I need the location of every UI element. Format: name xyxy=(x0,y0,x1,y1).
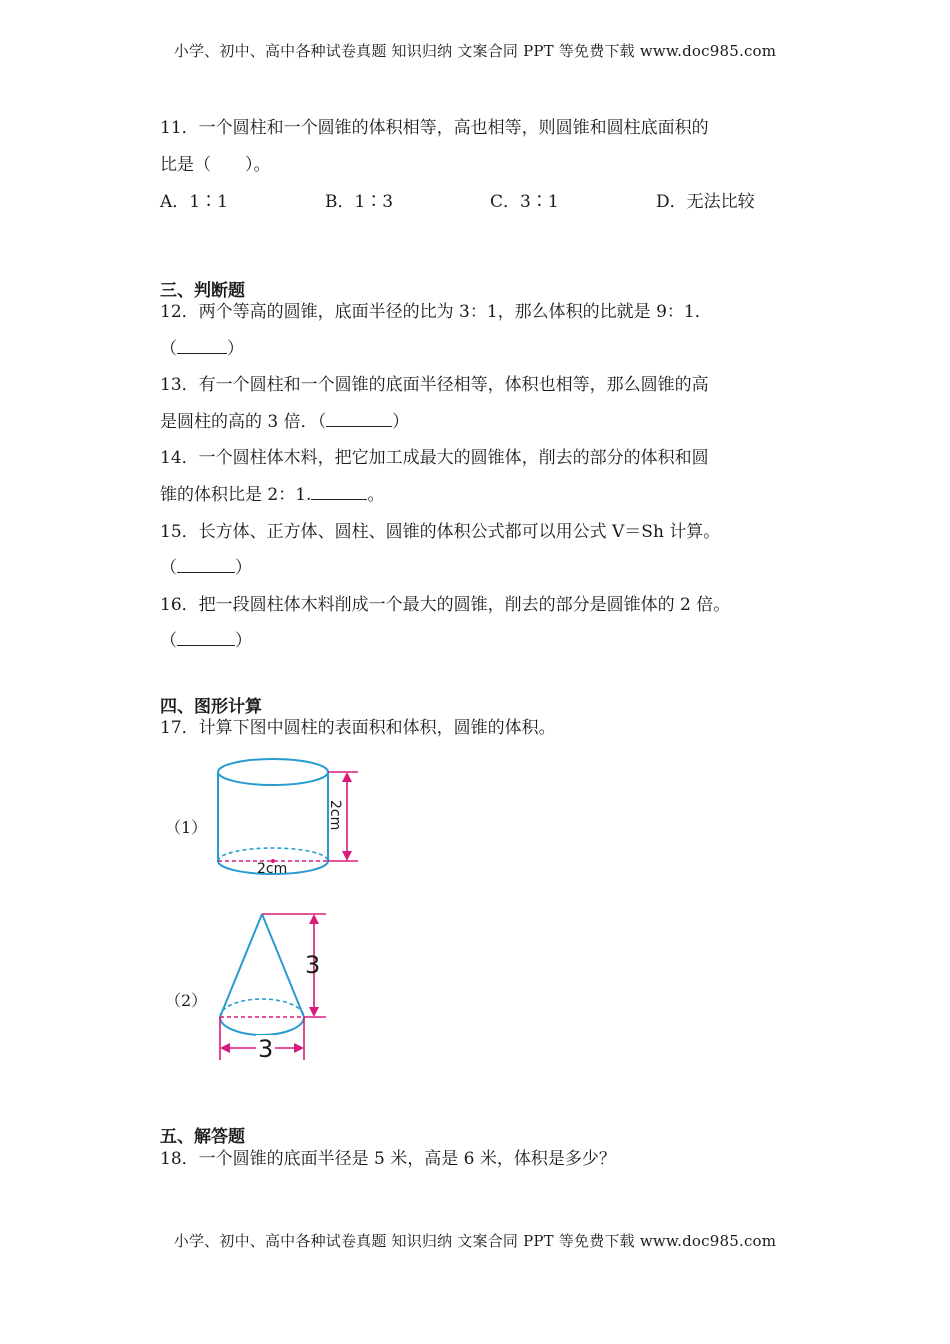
q15-paren-open: （ xyxy=(160,558,177,578)
cylinder-figure xyxy=(210,750,370,885)
q11-option-d: D．无法比较 xyxy=(656,192,755,212)
cone-height-arrow-down xyxy=(309,1007,319,1017)
cylinder-height-label: 2cm xyxy=(327,800,343,831)
cone-diam-arrow-right xyxy=(294,1043,304,1053)
cone-right-slant xyxy=(262,914,304,1017)
q13-line2-text: 是圆柱的高的 3 倍．（ xyxy=(160,412,327,432)
cone-base-back xyxy=(220,999,304,1017)
q13-line1: 13．有一个圆柱和一个圆锥的底面半径相等，体积也相等，那么圆锥的高 xyxy=(160,375,709,395)
q15-answer-blank[interactable] xyxy=(177,558,235,573)
q16-answer-blank[interactable] xyxy=(177,631,235,646)
page-header: 小学、初中、高中各种试卷真题 知识归纳 文案合同 PPT 等免费下载 www.doc985.com xyxy=(173,42,777,60)
q13-paren-close: ） xyxy=(392,412,410,432)
cone-left-slant xyxy=(220,914,262,1017)
q12-line1: 12．两个等高的圆锥，底面半径的比为 3：1，那么体积的比就是 9：1． xyxy=(160,302,712,322)
q12-paren-open: （ xyxy=(160,339,177,359)
q12-answer-blank[interactable] xyxy=(177,339,227,354)
q12-answer xyxy=(160,337,244,361)
cone-height-arrow-up xyxy=(309,914,319,924)
cone-diam-arrow-left xyxy=(220,1043,230,1053)
q14-tail: 。 xyxy=(367,485,385,505)
figure2-label: （2） xyxy=(165,991,208,1010)
q16-paren-open: （ xyxy=(160,631,177,651)
q11-option-c: C．3∶1 xyxy=(490,192,559,212)
cylinder-diameter-label: 2cm xyxy=(257,861,288,877)
cone-diameter-label: 3 xyxy=(258,1035,274,1063)
cylinder-height-arrow-up xyxy=(342,772,352,782)
cylinder-height-arrow-down xyxy=(342,851,352,861)
q13-line2 xyxy=(160,410,409,434)
section-figure-calc-title: 四、图形计算 xyxy=(160,697,262,717)
q12-paren-close: ） xyxy=(227,339,244,359)
q11-line2: 比是（ ）。 xyxy=(160,155,271,175)
section-answer-title: 五、解答题 xyxy=(160,1127,245,1147)
q15-answer xyxy=(160,556,252,580)
q11-line1: 11．一个圆柱和一个圆锥的体积相等，高也相等，则圆锥和圆柱底面积的 xyxy=(160,118,709,138)
q16-paren-close: ） xyxy=(235,631,252,651)
q16-line1: 16．把一段圆柱体木料削成一个最大的圆锥，削去的部分是圆锥体的 2 倍。 xyxy=(160,595,731,615)
q11-option-b: B．1∶3 xyxy=(325,192,394,212)
q15-paren-close: ） xyxy=(235,558,252,578)
cone-base-front xyxy=(220,1017,304,1035)
q14-answer-blank[interactable] xyxy=(311,485,367,500)
q11-option-a: A．1∶1 xyxy=(160,192,228,212)
q17-text: 17．计算下图中圆柱的表面积和体积，圆锥的体积。 xyxy=(160,718,556,738)
q14-line1: 14．一个圆柱体木料，把它加工成最大的圆锥体，削去的部分的体积和圆 xyxy=(160,448,709,468)
q14-line2 xyxy=(160,483,384,507)
page-footer: 小学、初中、高中各种试卷真题 知识归纳 文案合同 PPT 等免费下载 www.doc985.com xyxy=(173,1232,777,1250)
q13-answer-blank[interactable] xyxy=(326,412,392,427)
q14-line2-text: 锥的体积比是 2：1. xyxy=(160,485,312,505)
q18-text: 18．一个圆锥的底面半径是 5 米，高是 6 米，体积是多少？ xyxy=(160,1149,616,1169)
section-judgment-title: 三、判断题 xyxy=(160,281,245,301)
q16-answer xyxy=(160,629,252,653)
cylinder-top-ellipse xyxy=(218,759,328,785)
q15-line1: 15．长方体、正方体、圆柱、圆锥的体积公式都可以用公式 V＝Sh 计算。 xyxy=(160,522,721,542)
cone-height-label: 3 xyxy=(305,951,321,979)
figure1-label: （1） xyxy=(165,818,208,837)
